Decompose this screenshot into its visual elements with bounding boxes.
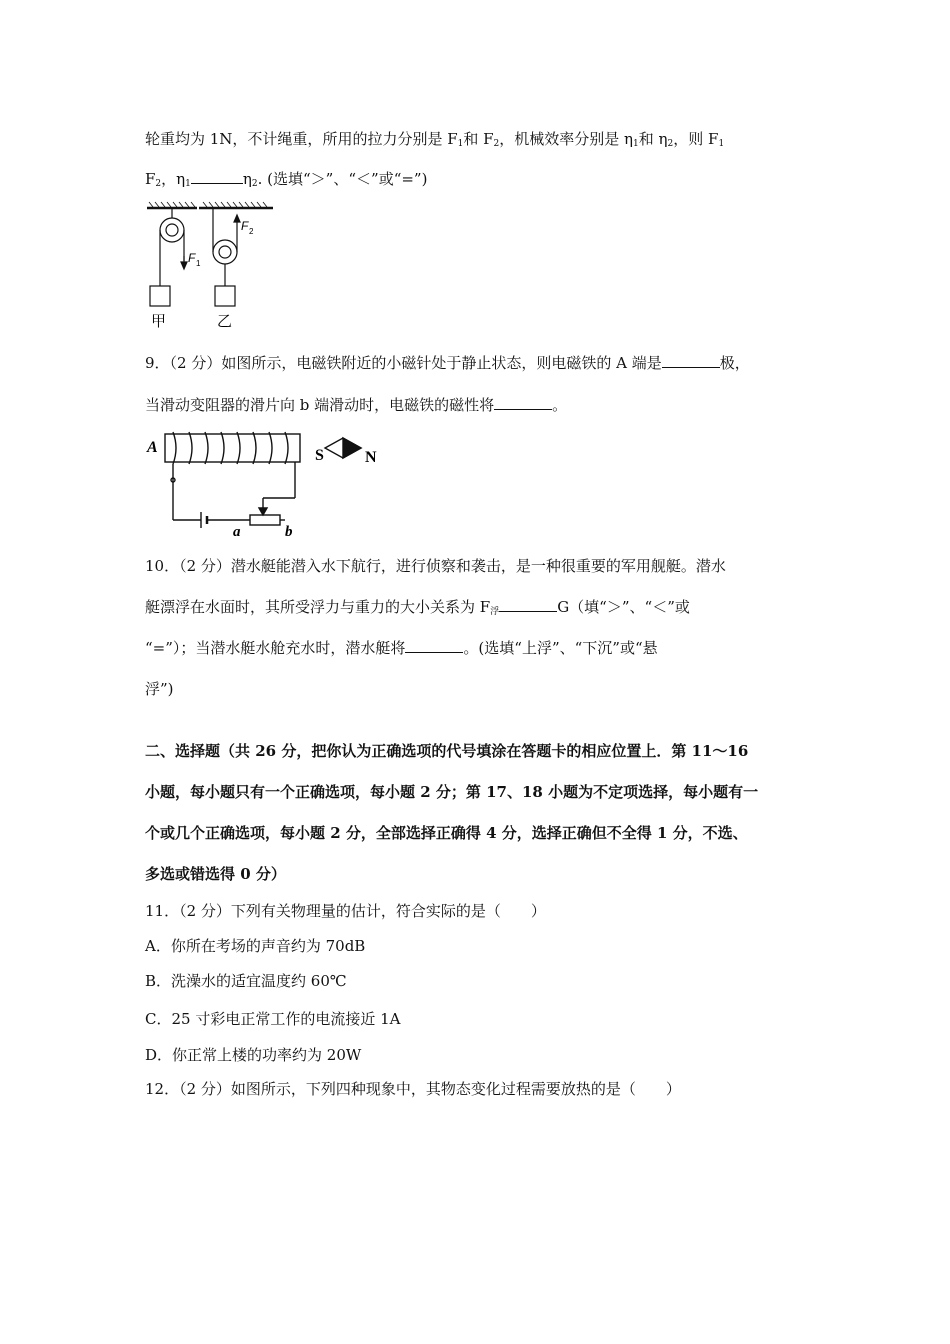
q11-option-a[interactable]: A．你所在考场的声音约为 70dB: [145, 937, 366, 955]
q10-line-3: “=”）；当潜水艇水舱充水时，潜水艇将 。(选填“上浮”、“下沉”或“悬: [145, 639, 658, 657]
section2-line-3: 个或几个正确选项，每小题 2 分，全部选择正确得 4 分，选择正确但不全得 1 分，不选、: [145, 824, 748, 842]
q9-line-2: 当滑动变阻器的滑片向 b 端滑动时，电磁铁的磁性将 。: [145, 396, 568, 414]
a-terminal-label: a: [233, 524, 241, 540]
section2-line-1: 二、选择题（共 26 分，把你认为正确选项的代号填涂在答题卡的相应位置上．第 11～16: [145, 742, 749, 760]
answer-blank[interactable]: [499, 596, 557, 612]
q9-line-1: 9．（2 分）如图所示，电磁铁附近的小磁针处于静止状态，则电磁铁的 A 端是 极，: [145, 354, 750, 372]
electromagnet-figure: [145, 428, 385, 540]
q12-stem: 12．（2 分）如图所示，下列四种现象中，其物态变化过程需要放热的是（ ）: [145, 1080, 681, 1098]
jia-label: 甲: [151, 312, 167, 330]
q11-option-c[interactable]: C．25 寸彩电正常工作的电流接近 1A: [145, 1010, 401, 1028]
f1-label: F: [188, 251, 196, 265]
b-terminal-label: b: [285, 524, 293, 540]
q10-line-1: 10．（2 分）潜水艇能潜入水下航行，进行侦察和袭击，是一种很重要的军用舰艇。潜水: [145, 557, 726, 575]
section2-line-4: 多选或错选得 0 分）: [145, 865, 286, 883]
q11-option-d[interactable]: D．你正常上楼的功率约为 20W: [145, 1046, 362, 1064]
answer-blank[interactable]: [405, 637, 463, 653]
f2-label: F: [241, 219, 249, 233]
answer-blank[interactable]: [662, 352, 720, 368]
yi-label: 乙: [217, 312, 233, 330]
s-pole-label: S: [315, 447, 324, 464]
q8-text-line-2: $F_2$，$\eta_1$ $\eta_2$. (选填“＞”、“＜”或“=”): [145, 170, 428, 189]
answer-blank[interactable]: [494, 394, 552, 410]
q10-line-2: 艇漂浮在水面时，其所受浮力与重力的大小关系为 $F_浮$ G（填“＞”、“＜”或: [145, 598, 690, 617]
section2-line-2: 小题，每小题只有一个正确选项，每小题 2 分；第 17、18 小题为不定项选择，每小题有一: [145, 783, 759, 801]
q8-text-line-1: 轮重均为 1N，不计绳重，所用的拉力分别是 $F_1$和 $F_2$，机械效率分别是 $\eta_1$和 $\eta_2$，则 $F_1$: [145, 130, 725, 149]
q11-stem: 11．（2 分）下列有关物理量的估计，符合实际的是（ ）: [145, 902, 546, 920]
answer-blank[interactable]: [191, 168, 243, 184]
pulley-figure: [145, 196, 275, 336]
n-pole-label: N: [365, 449, 377, 466]
q11-option-b[interactable]: B．洗澡水的适宜温度约 60℃: [145, 972, 347, 990]
svg-text:2: 2: [249, 227, 254, 236]
a-end-label: A: [147, 439, 158, 456]
q10-line-4: 浮”): [145, 680, 174, 698]
svg-text:1: 1: [196, 259, 201, 268]
